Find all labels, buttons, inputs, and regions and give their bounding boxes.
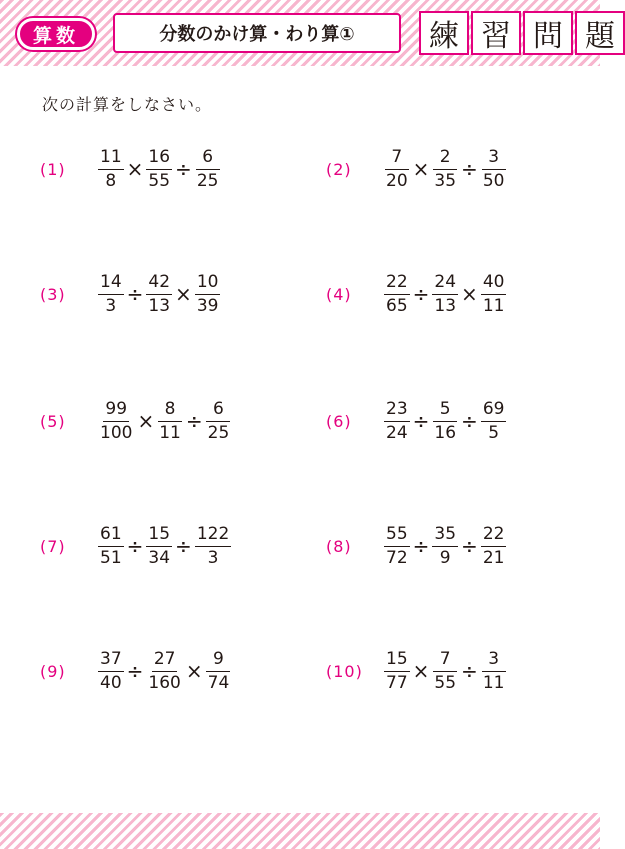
problem-4 [326, 269, 508, 319]
denominator: 40 [100, 672, 122, 693]
denominator: 11 [482, 295, 505, 316]
fraction [193, 272, 223, 317]
problem-number: (10) [326, 661, 363, 681]
fraction [144, 649, 184, 694]
problem-number: (8) [326, 536, 352, 556]
divide-sign: ÷ [412, 409, 430, 433]
denominator: 25 [196, 170, 219, 191]
expression [382, 524, 508, 569]
numerator: 3 [482, 649, 506, 672]
fraction [96, 524, 126, 569]
denominator: 24 [386, 422, 408, 443]
numerator: 6 [196, 147, 220, 170]
worksheet-title: 分数のかけ算・わり算① [113, 13, 401, 53]
denominator: 74 [207, 672, 230, 693]
numerator: 122 [195, 524, 231, 547]
problem-number: (9) [40, 661, 66, 681]
multiply-sign: × [137, 409, 155, 433]
numerator: 27 [152, 649, 178, 672]
practice-label-char: 練 [419, 11, 469, 55]
denominator: 5 [488, 422, 500, 443]
multiply-sign: × [412, 157, 430, 181]
problem-5 [40, 396, 233, 446]
denominator: 65 [386, 295, 408, 316]
denominator: 16 [434, 422, 457, 443]
numerator: 23 [384, 399, 410, 422]
numerator: 61 [98, 524, 124, 547]
numerator: 5 [433, 399, 457, 422]
fraction [382, 649, 412, 694]
problem-number: (7) [40, 536, 66, 556]
numerator: 22 [384, 272, 410, 295]
fraction [430, 272, 460, 317]
fraction [382, 399, 412, 444]
fraction [144, 272, 174, 317]
denominator: 55 [434, 672, 457, 693]
divide-sign: ÷ [175, 534, 192, 558]
expression [96, 399, 233, 444]
denominator: 35 [434, 170, 457, 191]
fraction [144, 524, 174, 569]
practice-label [419, 11, 625, 55]
problem-number: (5) [40, 411, 66, 431]
fraction [479, 399, 509, 444]
numerator: 35 [432, 524, 458, 547]
numerator: 14 [98, 272, 124, 295]
expression [382, 399, 508, 444]
problem-6 [326, 396, 508, 446]
multiply-sign: × [185, 659, 203, 683]
multiply-sign: × [461, 282, 478, 306]
denominator: 11 [159, 422, 181, 443]
denominator: 34 [148, 547, 171, 568]
denominator: 100 [100, 422, 133, 443]
denominator: 3 [105, 295, 117, 316]
numerator: 3 [482, 147, 506, 170]
fraction [430, 524, 460, 569]
fraction [430, 399, 460, 444]
divide-sign: ÷ [461, 659, 478, 683]
divide-sign: ÷ [126, 534, 144, 558]
numerator: 42 [146, 272, 172, 295]
problem-number: (2) [326, 159, 352, 179]
problem-number: (6) [326, 411, 352, 431]
divide-sign: ÷ [126, 282, 144, 306]
numerator: 6 [206, 399, 230, 422]
denominator: 20 [386, 170, 408, 191]
fraction [382, 147, 412, 192]
numerator: 7 [433, 649, 457, 672]
denominator: 50 [482, 170, 505, 191]
divide-sign: ÷ [412, 282, 430, 306]
denominator: 8 [105, 170, 117, 191]
numerator: 2 [433, 147, 457, 170]
denominator: 39 [196, 295, 219, 316]
fraction [479, 649, 509, 694]
expression [382, 649, 508, 694]
problem-8 [326, 521, 508, 571]
problem-7 [40, 521, 233, 571]
divide-sign: ÷ [461, 409, 478, 433]
problem-number: (4) [326, 284, 352, 304]
numerator: 40 [481, 272, 507, 295]
divide-sign: ÷ [185, 409, 203, 433]
multiply-sign: × [126, 157, 144, 181]
denominator: 51 [100, 547, 122, 568]
numerator: 55 [384, 524, 410, 547]
fraction [382, 524, 412, 569]
numerator: 10 [195, 272, 221, 295]
problem-9 [40, 646, 233, 696]
numerator: 15 [384, 649, 410, 672]
problem-1 [40, 144, 222, 194]
expression [96, 649, 233, 694]
denominator: 21 [482, 547, 505, 568]
fraction [96, 649, 126, 694]
fraction [479, 147, 509, 192]
fraction [479, 524, 509, 569]
numerator: 99 [103, 399, 129, 422]
fraction [204, 649, 234, 694]
problem-number: (3) [40, 284, 66, 304]
fraction [430, 649, 460, 694]
problem-3 [40, 269, 222, 319]
problem-10 [326, 646, 508, 696]
multiply-sign: × [175, 282, 192, 306]
fraction [96, 272, 126, 317]
divide-sign: ÷ [412, 534, 430, 558]
denominator: 160 [148, 672, 181, 693]
expression [96, 524, 233, 569]
fraction [155, 399, 185, 444]
fraction [193, 524, 233, 569]
numerator: 8 [158, 399, 182, 422]
denominator: 3 [207, 547, 219, 568]
denominator: 77 [386, 672, 408, 693]
expression [382, 147, 508, 192]
problem-2 [326, 144, 508, 194]
fraction [430, 147, 460, 192]
numerator: 15 [146, 524, 172, 547]
practice-label-char: 題 [575, 11, 625, 55]
divide-sign: ÷ [126, 659, 144, 683]
practice-label-char: 問 [523, 11, 573, 55]
divide-sign: ÷ [461, 534, 478, 558]
numerator: 22 [481, 524, 507, 547]
numerator: 9 [206, 649, 230, 672]
denominator: 13 [434, 295, 457, 316]
divide-sign: ÷ [175, 157, 192, 181]
subject-badge: 算数 [17, 18, 95, 50]
fraction [479, 272, 509, 317]
problem-number: (1) [40, 159, 66, 179]
denominator: 25 [207, 422, 230, 443]
fraction [96, 399, 136, 444]
denominator: 72 [386, 547, 408, 568]
expression [382, 272, 508, 317]
instruction-text: 次の計算をしなさい。 [42, 95, 213, 114]
footer-stripe [0, 813, 600, 849]
denominator: 11 [482, 672, 505, 693]
denominator: 13 [148, 295, 171, 316]
numerator: 37 [98, 649, 124, 672]
numerator: 16 [146, 147, 172, 170]
fraction [144, 147, 174, 192]
fraction [382, 272, 412, 317]
denominator: 9 [439, 547, 451, 568]
fraction [193, 147, 223, 192]
practice-label-char: 習 [471, 11, 521, 55]
numerator: 7 [385, 147, 409, 170]
numerator: 69 [481, 399, 507, 422]
fraction [96, 147, 126, 192]
expression [96, 272, 222, 317]
numerator: 24 [432, 272, 458, 295]
expression [96, 147, 222, 192]
multiply-sign: × [412, 659, 430, 683]
divide-sign: ÷ [461, 157, 478, 181]
fraction [204, 399, 234, 444]
denominator: 55 [148, 170, 171, 191]
numerator: 11 [98, 147, 124, 170]
